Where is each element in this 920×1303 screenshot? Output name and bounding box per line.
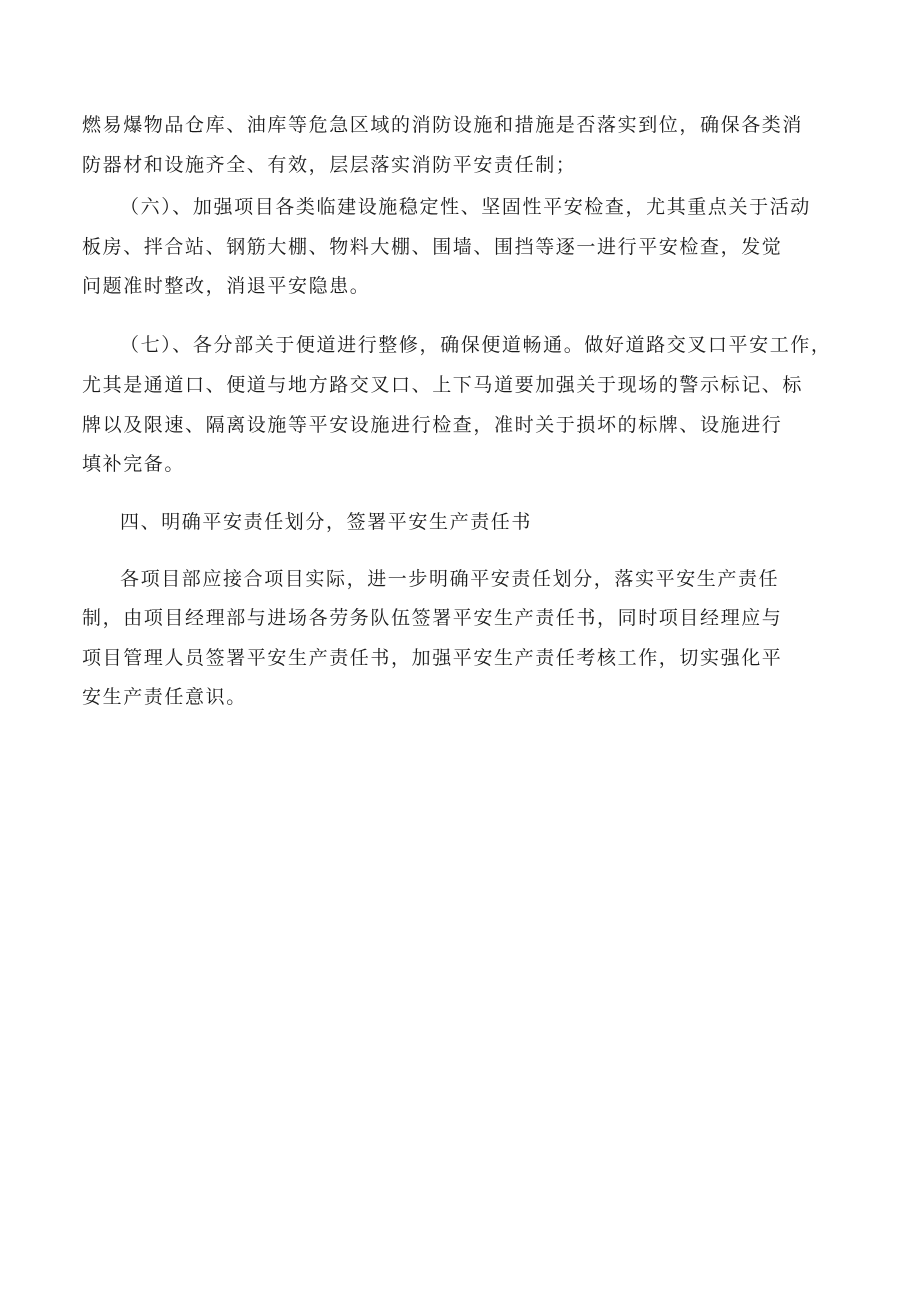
section-heading: 四、明确平安责任划分，签署平安生产责任书: [120, 511, 533, 533]
text-line: 牌以及限速、隔离设施等平安设施进行检查，准时关于损坏的标牌、设施进行: [82, 414, 783, 436]
text-line: 板房、拌合站、钢筋大棚、物料大棚、围墙、围挡等逐一进行平安检查，发觉: [82, 236, 783, 258]
text-line: （六）、加强项目各类临建设施稳定性、坚固性平安检查，尤其重点关于活动: [120, 196, 811, 218]
text-line: 防器材和设施齐全、有效，层层落实消防平安责任制；: [82, 154, 577, 176]
text-line: 制，由项目经理部与进场各劳务队伍签署平安生产责任书，同时项目经理应与: [82, 607, 783, 629]
text-line: 各项目部应接合项目实际，进一步明确平安责任划分，落实平安生产责任: [120, 568, 780, 590]
text-line: 燃易爆物品仓库、油库等危急区域的消防设施和措施是否落实到位，确保各类消: [82, 114, 804, 136]
text-line: （七）、各分部关于便道进行整修，确保便道畅通。做好道路交叉口平安工作，: [120, 334, 832, 356]
text-line: 安生产责任意识。: [82, 686, 247, 708]
text-line: 尤其是通道口、便道与地方路交叉口、上下马道要加强关于现场的警示标记、标: [82, 374, 804, 396]
text-line: 填补完备。: [82, 453, 186, 475]
text-line: 项目管理人员签署平安生产责任书，加强平安生产责任考核工作，切实强化平: [82, 647, 783, 669]
text-line: 问题准时整改，消退平安隐患。: [82, 275, 371, 297]
